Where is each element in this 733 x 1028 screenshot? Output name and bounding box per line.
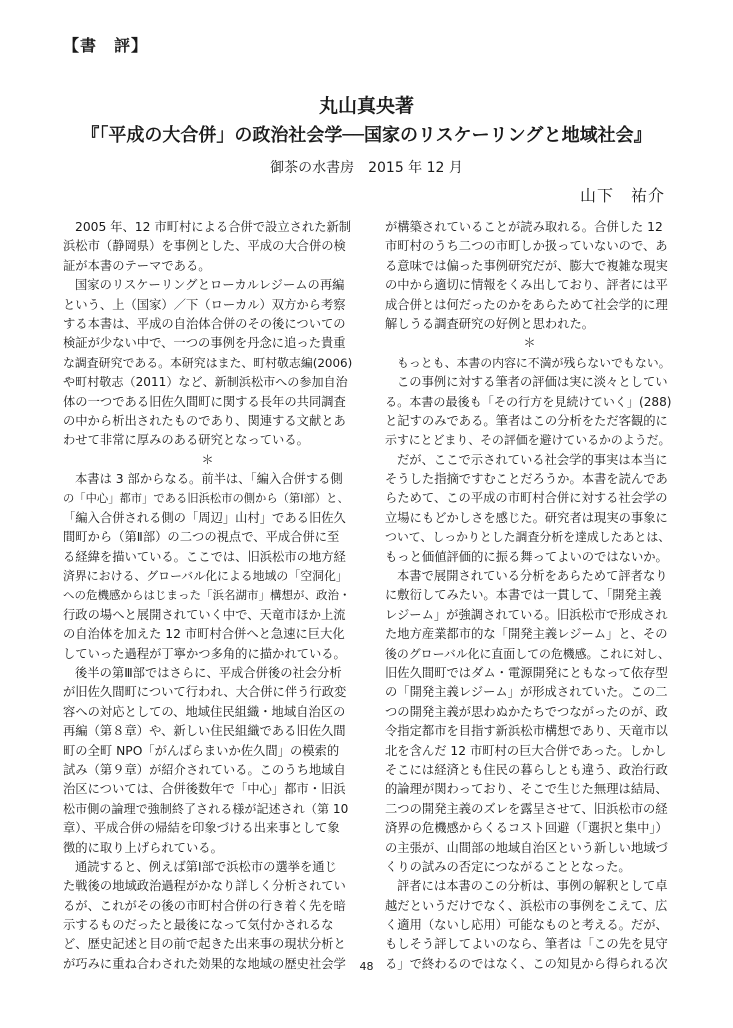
text-line: もっとも、本書の内容に不満が残らないでもない。 — [397, 355, 671, 370]
text-line: 本書は 3 部からなる。前半は、「編入合併する側 — [75, 472, 343, 487]
text-line: の中から適切に情報をくみ出しており、評者には平 — [385, 278, 668, 293]
text-line: るが、これがその後の市町村合併の行き着く先を暗 — [63, 898, 346, 913]
text-line: する本書は、平成の自治体合併のその後についての — [63, 316, 346, 331]
text-line: 済界における、グローバル化による地域の「空洞化」 — [63, 569, 348, 584]
section-divider-asterisk: ＊ — [201, 452, 214, 467]
text-line: 立場にもどかしさを感じた。研究者は現実の事象に — [385, 510, 668, 525]
text-line: 証が本書のテーマである。 — [63, 258, 211, 273]
text-line: 浜松市（静岡県）を事例とした、平成の大合併の検 — [63, 239, 346, 254]
text-line: の自治体を加えた 12 市町村合併へと急速に巨大化 — [63, 627, 345, 642]
text-line: 評者には本書のこの分析は、事例の解釈として卓 — [397, 879, 668, 894]
text-line: 越だというだけでなく、浜松市の事例をこえて、広 — [385, 898, 668, 913]
text-line: た戦後の地域政治過程がかなり詳しく分析されてい — [63, 879, 346, 894]
text-line: 後のグローバル化に直面しての危機感。これに対し、 — [385, 646, 670, 661]
text-line: レジーム」が強調されている。旧浜松市で形成され — [385, 607, 668, 622]
text-line: もしそう評してよいのなら、筆者は「この先を見守 — [385, 937, 668, 952]
text-line: そこには経済とも住民の暮らしとも違う、政治行政 — [385, 762, 668, 777]
text-line: の「中心」都市」である旧浜松市の側から（第Ⅰ部）と、 — [63, 492, 349, 506]
text-line: の中から析出されたものであり、関連する文献とあ — [63, 413, 346, 428]
text-line: 検証が少ない中で、一つの事例を丹念に追った貴重 — [63, 336, 346, 351]
text-line: 成合併とは何だったのかをあらためて社会学的に理 — [385, 297, 668, 312]
text-line: 市町村のうち二つの市町しか扱っていないので、あ — [385, 239, 668, 254]
text-line: が巧みに重ね合わされた効果的な地域の歴史社会学 — [63, 956, 346, 971]
text-line: の「開発主義レジーム」が形成されていた。この二 — [385, 685, 668, 700]
page-number: 48 — [359, 960, 374, 973]
text-line: 後半の第Ⅲ部ではさらに、平成合併後の社会分析 — [75, 665, 342, 680]
text-line: 北を含んだ 12 市町村の巨大合併であった。しかし — [385, 743, 667, 758]
book-author: 丸山真央著 — [318, 95, 414, 117]
text-line: 再編（第８章）や、新しい住民組織である旧佐久間 — [63, 724, 346, 739]
text-line: た地方産業都市的な「開発主義レジーム」と、その — [385, 627, 668, 642]
text-line: わせて非常に厚みのある研究となっている。 — [63, 433, 309, 448]
text-line: の主張が、山間部の地域自治区という新しい地域づ — [385, 840, 668, 855]
text-line: 容への対応としての、地域住民組織・地域自治区の — [63, 704, 346, 719]
text-line: 2005 年、12 市町村による合併で設立された新制 — [75, 220, 352, 234]
text-line: もっと価値評価的に振る舞ってよいのではないか。 — [385, 549, 668, 564]
text-line: が構築されていることが読み取れる。合併した 12 — [385, 220, 663, 234]
text-line: 行政の場へと展開されていく中で、天竜市ほか上流 — [63, 607, 346, 622]
text-line: る」で終わるのではなく、この知見から得られる次 — [385, 956, 668, 971]
publisher-line: 御茶の水書房 2015 年 12 月 — [270, 160, 463, 176]
section-label: 【書 評】 — [63, 36, 149, 55]
text-line: 示するものだったと最後になって気付かされるな — [63, 918, 334, 933]
right-column — [385, 218, 674, 974]
text-line: 本書で展開されている分析をあらためて評者なり — [397, 569, 668, 584]
text-line: が旧佐久間町について行われ、大合併に伴う行政変 — [63, 685, 347, 700]
text-line: 的論理が関わっており、そこで生じた無理は結局、 — [385, 782, 668, 797]
text-line: 「編入合併される側の「周辺」山村」である旧佐久 — [63, 510, 346, 525]
text-line: 解しうる調査研究の好例と思われた。 — [385, 316, 595, 331]
text-line: と記すのみである。筆者はこの分析をただ客観的に — [385, 413, 668, 428]
text-line: 通読すると、例えば第Ⅰ部で浜松市の選挙を通じ — [75, 859, 337, 874]
text-line: や町村敬志（2011）など、新制浜松市への参加自治 — [63, 375, 348, 390]
text-line: 国家のリスケーリングとローカルレジームの再編 — [75, 278, 345, 293]
text-line: 間町から（第Ⅱ部）の二つの視点で、平成合併に至 — [63, 530, 340, 545]
text-line: 旧佐久間町ではダム・電源開発にともなって依存型 — [385, 665, 668, 680]
text-line: 試み（第９章）が紹介されている。このうち地域自 — [63, 762, 346, 777]
text-line: 徴的に取り上げられている。 — [63, 840, 223, 855]
text-line: くりの試みの否定につながることとなった。 — [385, 859, 631, 874]
text-line: 二つの開発主義のズレを露呈させて、旧浜松市の経 — [385, 801, 668, 816]
text-line: 治区については、合併後数年で「中心」都市・旧浜 — [63, 782, 346, 797]
text-line: に敷衍してみたい。本書では一貫して、「開発主義 — [385, 588, 662, 603]
text-line: この事例に対する筆者の評価は実に淡々としてい — [397, 375, 668, 390]
text-line: 済界の危機感からくるコスト回避（「選択と集中」） — [385, 821, 668, 836]
text-line: る意味では偏った事例研究だが、膨大で複雑な現実 — [385, 258, 668, 273]
text-line: ついて、しっかりとした調査分析を達成したあとは、 — [385, 530, 671, 545]
text-line: 松市側の論理で強制終了される様が記述され（第 10 — [63, 801, 349, 816]
text-line: ど、歴史記述と目の前で起きた出来事の現状分析と — [63, 937, 346, 952]
text-line: 体の一つである旧佐久間町に関する長年の共同調査 — [63, 394, 346, 409]
text-line: 章）、平成合併の帰結を印象づける出来事として象 — [63, 821, 340, 836]
text-line: な調査研究である。本研究はまた、町村敬志編(2006) — [63, 355, 353, 370]
text-line: く適用（ないし応用）可能なものと考える。だが、 — [385, 918, 668, 933]
text-line: していった過程が丁寧かつ多角的に描かれている。 — [63, 646, 346, 661]
text-line: る経緯を描いている。ここでは、旧浜松市の地方経 — [63, 549, 346, 564]
text-line: への危機感からはじまった「浜名湖市」構想が、政治・ — [63, 588, 351, 603]
text-line: そうした指摘ですむことだろうか。本書を読んであ — [385, 472, 668, 487]
left-column — [63, 218, 352, 974]
text-line: 令指定都市を目指す新浜松市構想であり、天竜市以 — [385, 724, 668, 739]
text-line: つの開発主義が思わぬかたちでつながったのが、政 — [385, 704, 668, 719]
section-divider-asterisk: ＊ — [523, 336, 536, 351]
text-line: る。本書の最後も「その行方を見続けていく」(288) — [385, 394, 672, 409]
text-line: らためて、この平成の市町村合併に対する社会学の — [385, 491, 668, 506]
text-line: 町の全町 NPO「がんばらまいか佐久間」の模索的 — [63, 743, 340, 758]
book-title: 『「平成の大合併」の政治社会学──国家のリスケーリングと地域社会』 — [81, 125, 652, 146]
text-line: という、上（国家）／下（ローカル）双方から考察 — [63, 297, 346, 312]
reviewer-name: 山下 祐介 — [579, 186, 665, 205]
text-line: だが、ここで示されている社会学的事実は本当に — [397, 452, 668, 467]
text-line: 示すにとどまり、その評価を避けているかのようだ。 — [385, 433, 671, 448]
